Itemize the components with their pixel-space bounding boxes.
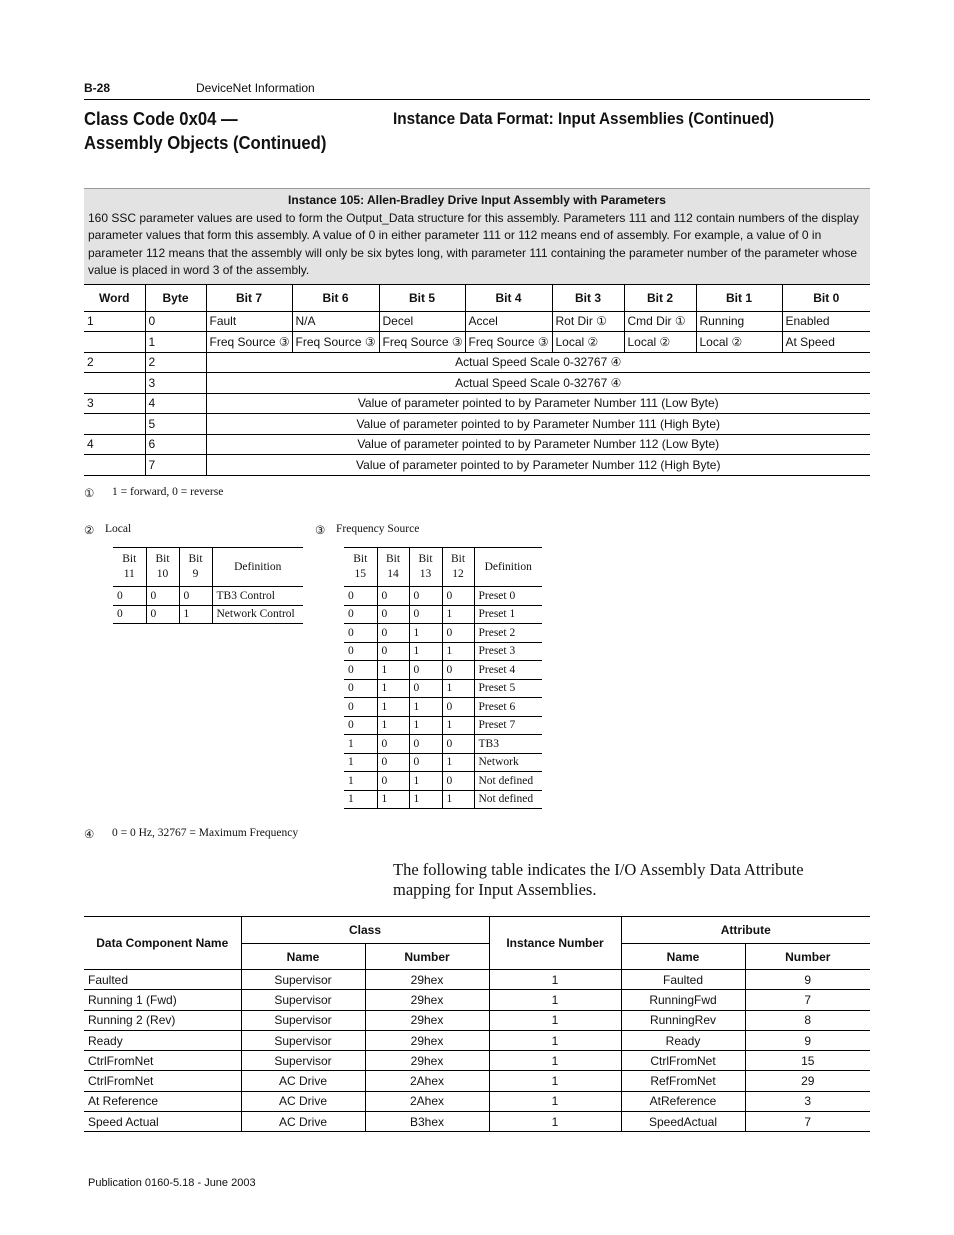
bit-cell: Local ②	[624, 332, 696, 353]
bit-cell: 0	[442, 735, 474, 754]
col-word: Word	[84, 284, 145, 311]
definition-cell: Network	[474, 753, 542, 772]
byte-cell: 7	[145, 455, 206, 476]
table-row	[84, 311, 870, 332]
attribute-number-cell: 8	[745, 1010, 870, 1030]
table-row	[84, 455, 870, 476]
table-row	[84, 1051, 870, 1071]
instance-cell: 1	[489, 1112, 621, 1132]
table-row	[344, 642, 542, 661]
bit-cell: At Speed	[782, 332, 870, 353]
component-cell: Speed Actual	[84, 1112, 241, 1132]
attribute-number-cell: 9	[745, 1030, 870, 1050]
table-row	[84, 414, 870, 435]
bit-cell: 1	[409, 790, 442, 809]
freq-col-bit12: Bit 12	[442, 548, 474, 587]
class-name-cell: Supervisor	[241, 990, 365, 1010]
class-number-cell: 29hex	[365, 1030, 489, 1050]
byte-cell: 2	[145, 352, 206, 373]
table-row: 0 0 1 Network Control	[113, 605, 303, 624]
definition-cell: Preset 6	[474, 698, 542, 717]
bit-cell: 0	[442, 772, 474, 791]
col-bit1: Bit 1	[696, 284, 782, 311]
instance-title: Instance 105: Allen-Bradley Drive Input Assembly with Parameters	[288, 193, 666, 207]
bit-cell: Decel	[379, 311, 465, 332]
bit-cell: Local ②	[696, 332, 782, 353]
bit-cell: 1	[344, 772, 377, 791]
bit-cell: 0	[377, 735, 409, 754]
bit-cell: 0	[442, 661, 474, 680]
col-bit3: Bit 3	[552, 284, 624, 311]
freq-col-bit13: Bit 13	[409, 548, 442, 587]
table-row	[84, 393, 870, 414]
col-bit5: Bit 5	[379, 284, 465, 311]
component-cell: CtrlFromNet	[84, 1071, 241, 1091]
attribute-number-cell: 15	[745, 1051, 870, 1071]
freq-col-definition: Definition	[474, 548, 542, 587]
bit-cell: N/A	[292, 311, 379, 332]
class-number-cell: 29hex	[365, 970, 489, 990]
class-name-cell: AC Drive	[241, 1091, 365, 1111]
bit-cell: 1	[344, 735, 377, 754]
bit-cell: 0	[377, 624, 409, 643]
definition-cell: TB3	[474, 735, 542, 754]
bit-cell: 0	[344, 661, 377, 680]
section-subtitle: Instance Data Format: Input Assemblies (Continued)	[393, 109, 775, 128]
local-col-bit11: Bit 11	[113, 548, 146, 587]
definition-cell: Preset 4	[474, 661, 542, 680]
table-row	[84, 1030, 870, 1050]
bit-cell: Cmd Dir ①	[624, 311, 696, 332]
publication-footer: Publication 0160-5.18 - June 2003	[88, 1177, 256, 1189]
table-row	[84, 990, 870, 1010]
table-row	[344, 735, 542, 754]
byte-cell: 0	[145, 311, 206, 332]
bit-cell: 1	[442, 605, 474, 624]
bit-cell: Freq Source ③	[206, 332, 292, 353]
definition-cell: Preset 7	[474, 716, 542, 735]
attribute-name-cell: RunningFwd	[621, 990, 745, 1010]
header-rule	[84, 99, 870, 100]
instance-banner	[84, 189, 870, 285]
footnote-4-text: 0 = 0 Hz, 32767 = Maximum Frequency	[112, 827, 299, 839]
byte-cell: 3	[145, 373, 206, 394]
frequency-source-table	[344, 547, 542, 809]
definition-cell: Not defined	[474, 772, 542, 791]
attribute-name-cell: Ready	[621, 1030, 745, 1050]
bit-cell: Accel	[465, 311, 552, 332]
bit-cell: 1	[377, 661, 409, 680]
table-row	[344, 772, 542, 791]
running-header: DeviceNet Information	[196, 81, 315, 95]
attribute-name-cell: AtReference	[621, 1091, 745, 1111]
bit-cell: 0	[409, 605, 442, 624]
mapping-intro-paragraph: The following table indicates the I/O Assembly Data Attribute mapping for Input Assemblies.	[393, 860, 804, 899]
col-class-name: Name	[241, 944, 365, 970]
table-row	[84, 1071, 870, 1091]
attribute-number-cell: 7	[745, 990, 870, 1010]
bit-cell: Running	[696, 311, 782, 332]
footnote-2-mark: ②	[84, 525, 95, 537]
bit-cell: 0	[377, 605, 409, 624]
bit-cell: 1	[409, 624, 442, 643]
span-cell: Value of parameter pointed to by Parameter Number 112 (High Byte)	[206, 455, 870, 476]
bit-cell: Freq Source ③	[292, 332, 379, 353]
bit-cell: 1	[344, 753, 377, 772]
bit-cell: 1	[442, 790, 474, 809]
bit-cell: 1	[442, 679, 474, 698]
bit-cell: 0	[442, 587, 474, 606]
bit-cell: 0	[344, 716, 377, 735]
class-name-cell: Supervisor	[241, 1051, 365, 1071]
bit-cell: Freq Source ③	[379, 332, 465, 353]
page-title-line1: Class Code 0x04 —	[84, 108, 238, 129]
definition-cell: Preset 0	[474, 587, 542, 606]
bit-cell: 0	[409, 735, 442, 754]
table-row	[84, 1091, 870, 1111]
instance-cell: 1	[489, 1010, 621, 1030]
bit-cell: 0	[344, 624, 377, 643]
local-col-bit9: Bit 9	[179, 548, 212, 587]
footnote-1-mark: ①	[84, 488, 95, 500]
byte-cell: 5	[145, 414, 206, 435]
word-cell: 3	[84, 393, 145, 414]
table-row	[344, 605, 542, 624]
bit-cell: Local ②	[552, 332, 624, 353]
col-byte: Byte	[145, 284, 206, 311]
component-cell: Running 1 (Fwd)	[84, 990, 241, 1010]
bit-cell: Fault	[206, 311, 292, 332]
attribute-number-cell: 29	[745, 1071, 870, 1091]
bit-cell: 0	[344, 587, 377, 606]
component-cell: Ready	[84, 1030, 241, 1050]
bit-cell: 0	[409, 679, 442, 698]
table-row	[84, 1010, 870, 1030]
col-attribute-name: Name	[621, 944, 745, 970]
table-row	[344, 587, 542, 606]
io-assembly-mapping-table	[84, 916, 870, 1132]
page-number: B-28	[84, 81, 111, 95]
table-row	[84, 434, 870, 455]
table-row	[84, 332, 870, 353]
col-bit4: Bit 4	[465, 284, 552, 311]
instance-cell: 1	[489, 1051, 621, 1071]
instance-description: 160 SSC parameter values are used to form the Output_Data structure for this assembly. Parameters 111 and 112 contain numbers of the display parameter values that form this assembly. A value of 0 in either parameter 111 or 112 means end of assembly. For example, a value of 0 in parameter 112 means that the assembly will only be six bytes long, with parameter 111 containing the parameter number of the parameter whose value is placed in word 3 of the assembly.	[88, 210, 859, 277]
component-cell: Running 2 (Rev)	[84, 1010, 241, 1030]
table-row	[344, 716, 542, 735]
col-bit6: Bit 6	[292, 284, 379, 311]
class-number-cell: 2Ahex	[365, 1091, 489, 1111]
local-col-bit10: Bit 10	[146, 548, 179, 587]
class-number-cell: 29hex	[365, 1051, 489, 1071]
bit-cell: 0	[409, 587, 442, 606]
component-cell: At Reference	[84, 1091, 241, 1111]
col-class: Class	[241, 917, 489, 944]
bit-cell: 1	[377, 698, 409, 717]
bit-cell: Freq Source ③	[465, 332, 552, 353]
span-cell: Actual Speed Scale 0-32767 ④	[206, 373, 870, 394]
class-number-cell: 29hex	[365, 1010, 489, 1030]
bit-cell: 1	[409, 642, 442, 661]
attribute-number-cell: 7	[745, 1112, 870, 1132]
instance-cell: 1	[489, 970, 621, 990]
word-cell: 1	[84, 311, 145, 332]
local-col-definition: Definition	[212, 548, 303, 587]
bit-cell: 1	[409, 716, 442, 735]
footnote-3-label: Frequency Source	[336, 523, 420, 535]
bit-cell: 1	[409, 772, 442, 791]
class-number-cell: B3hex	[365, 1112, 489, 1132]
bit-cell: 1	[409, 698, 442, 717]
col-bit7: Bit 7	[206, 284, 292, 311]
component-cell: CtrlFromNet	[84, 1051, 241, 1071]
instance-cell: 1	[489, 1091, 621, 1111]
attribute-name-cell: CtrlFromNet	[621, 1051, 745, 1071]
bit-cell: 0	[409, 753, 442, 772]
table-row	[84, 352, 870, 373]
col-bit0: Bit 0	[782, 284, 870, 311]
byte-cell: 1	[145, 332, 206, 353]
definition-cell: Preset 5	[474, 679, 542, 698]
bit-cell: 0	[377, 587, 409, 606]
footnote-2-label: Local	[105, 523, 132, 535]
freq-col-bit15: Bit 15	[344, 548, 377, 587]
definition-cell: Preset 1	[474, 605, 542, 624]
word-cell	[84, 373, 145, 394]
bit-cell: 0	[442, 624, 474, 643]
byte-cell: 4	[145, 393, 206, 414]
word-cell: 4	[84, 434, 145, 455]
word-cell	[84, 455, 145, 476]
bit-cell: 0	[377, 642, 409, 661]
attribute-name-cell: RefFromNet	[621, 1071, 745, 1091]
page-title-line2: Assembly Objects (Continued)	[84, 132, 327, 153]
col-class-number: Number	[365, 944, 489, 970]
instance-105-table	[84, 188, 870, 476]
span-cell: Actual Speed Scale 0-32767 ④	[206, 352, 870, 373]
class-name-cell: Supervisor	[241, 1010, 365, 1030]
footnote-1-text: 1 = forward, 0 = reverse	[112, 486, 224, 498]
col-instance-number: Instance Number	[489, 917, 621, 970]
class-name-cell: AC Drive	[241, 1112, 365, 1132]
definition-cell: Preset 2	[474, 624, 542, 643]
attribute-name-cell: RunningRev	[621, 1010, 745, 1030]
freq-col-bit14: Bit 14	[377, 548, 409, 587]
bit-cell: 0	[344, 605, 377, 624]
bit-cell: 0	[442, 698, 474, 717]
bit-cell: Rot Dir ①	[552, 311, 624, 332]
definition-cell: Not defined	[474, 790, 542, 809]
instance-header-row	[84, 284, 870, 311]
span-cell: Value of parameter pointed to by Parameter Number 111 (High Byte)	[206, 414, 870, 435]
word-cell	[84, 332, 145, 353]
table-row	[344, 624, 542, 643]
table-row	[344, 753, 542, 772]
word-cell: 2	[84, 352, 145, 373]
table-row	[84, 1112, 870, 1132]
col-attribute: Attribute	[621, 917, 870, 944]
span-cell: Value of parameter pointed to by Parameter Number 111 (Low Byte)	[206, 393, 870, 414]
attribute-name-cell: Faulted	[621, 970, 745, 990]
instance-cell: 1	[489, 1071, 621, 1091]
class-number-cell: 29hex	[365, 990, 489, 1010]
bit-cell: 0	[377, 753, 409, 772]
table-row	[344, 679, 542, 698]
local-bits-table	[113, 547, 303, 624]
col-data-component-name: Data Component Name	[84, 917, 241, 970]
attribute-number-cell: 3	[745, 1091, 870, 1111]
span-cell: Value of parameter pointed to by Parameter Number 112 (Low Byte)	[206, 434, 870, 455]
table-row	[84, 970, 870, 990]
bit-cell: 1	[377, 716, 409, 735]
word-cell	[84, 414, 145, 435]
class-name-cell: AC Drive	[241, 1071, 365, 1091]
bit-cell: 1	[442, 642, 474, 661]
bit-cell: 0	[377, 772, 409, 791]
attribute-number-cell: 9	[745, 970, 870, 990]
bit-cell: 0	[344, 698, 377, 717]
table-row	[84, 373, 870, 394]
bit-cell: 1	[442, 716, 474, 735]
table-row	[344, 790, 542, 809]
class-number-cell: 2Ahex	[365, 1071, 489, 1091]
footnote-3-mark: ③	[315, 525, 326, 537]
table-row: 0 0 0 TB3 Control	[113, 587, 303, 606]
instance-cell: 1	[489, 990, 621, 1010]
col-attribute-number: Number	[745, 944, 870, 970]
bit-cell: 1	[377, 790, 409, 809]
instance-cell: 1	[489, 1030, 621, 1050]
table-row	[344, 698, 542, 717]
attribute-name-cell: SpeedActual	[621, 1112, 745, 1132]
bit-cell: 1	[344, 790, 377, 809]
component-cell: Faulted	[84, 970, 241, 990]
bit-cell: 0	[344, 679, 377, 698]
col-bit2: Bit 2	[624, 284, 696, 311]
bit-cell: 0	[409, 661, 442, 680]
footnote-4-mark: ④	[84, 829, 95, 841]
byte-cell: 6	[145, 434, 206, 455]
bit-cell: Enabled	[782, 311, 870, 332]
bit-cell: 1	[442, 753, 474, 772]
definition-cell: Preset 3	[474, 642, 542, 661]
class-name-cell: Supervisor	[241, 1030, 365, 1050]
bit-cell: 1	[377, 679, 409, 698]
table-row	[344, 661, 542, 680]
bit-cell: 0	[344, 642, 377, 661]
class-name-cell: Supervisor	[241, 970, 365, 990]
